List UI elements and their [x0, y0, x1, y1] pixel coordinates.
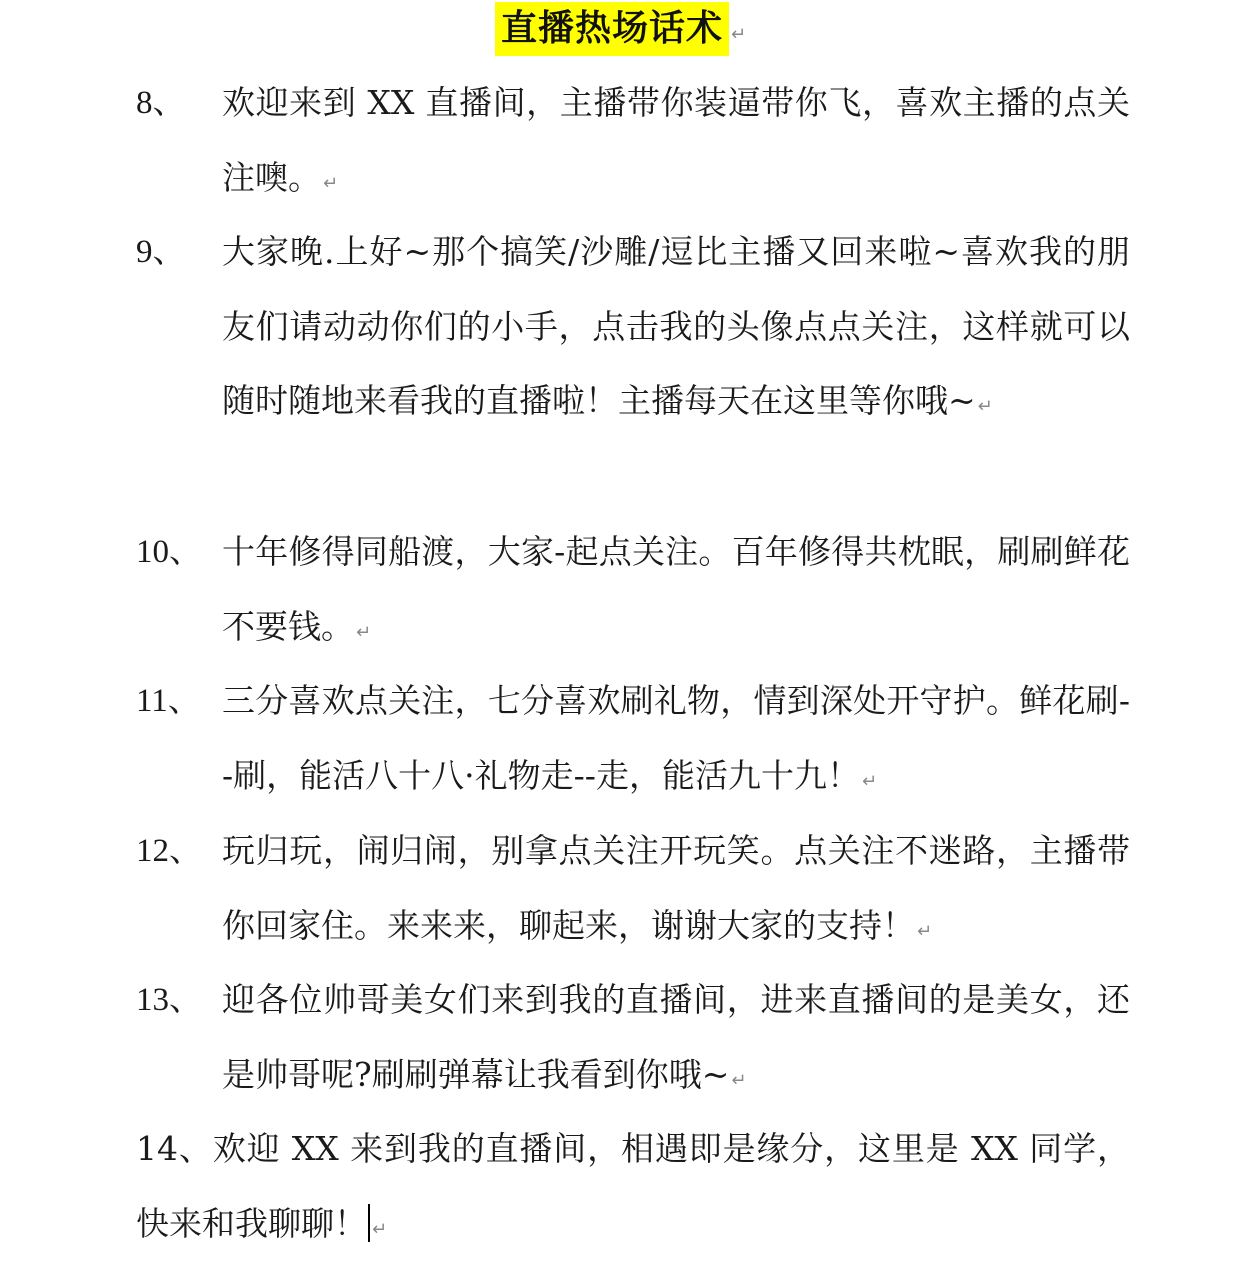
- item-text: 十年修得同船渡，大家-起点关注。百年修得共枕眠，刷刷鲜花不要钱。: [222, 532, 1130, 646]
- item-number: 12、: [136, 833, 202, 869]
- item-number: 9、: [136, 234, 186, 270]
- paragraph-mark-icon: ↵: [917, 920, 933, 942]
- paragraph-mark-icon: ↵: [730, 24, 747, 45]
- document-title: 直播热场话术: [495, 2, 729, 56]
- item-text: 欢迎 XX 来到我的直播间，相遇即是缘分，这里是 XX 同学，快来和我聊聊！: [136, 1129, 1130, 1243]
- paragraph-mark-icon: ↵: [356, 621, 372, 643]
- item-number: 14、: [136, 1129, 213, 1168]
- paragraph-mark-icon: ↵: [731, 1069, 747, 1091]
- item-number: 13、: [136, 982, 202, 1018]
- list-item-14: [136, 1112, 1130, 1267]
- list-item-9: [136, 215, 1136, 445]
- item-text: 迎各位帅哥美女们来到我的直播间，进来直播间的是美女，还是帅哥呢?刷刷弹幕让我看到你哦~: [222, 980, 1130, 1094]
- item-text: 玩归玩，闹归闹，别拿点关注开玩笑。点关注不迷路，主播带你回家住。来来来，聊起来，谢谢大家的支持！: [222, 831, 1130, 945]
- item-text: 三分喜欢点关注，七分喜欢刷礼物，情到深处开守护。鲜花刷--刷，能活八十八·礼物走--走，能活九十九！: [222, 681, 1130, 795]
- paragraph-mark-icon: ↵: [372, 1218, 388, 1240]
- title-row: [0, 2, 1241, 56]
- list-item-11: [136, 664, 1136, 819]
- text-cursor[interactable]: [368, 1204, 370, 1242]
- item-number: 10、: [136, 534, 202, 570]
- item-number: 8、: [136, 85, 186, 121]
- paragraph-mark-icon: ↵: [977, 396, 993, 417]
- item-text: 大家晚.上好~那个搞笑/沙雕/逗比主播又回来啦~喜欢我的朋友们请动动你们的小手，点击我的头像点点关注，这样就可以随时随地来看我的直播啦！主播每天在这里等你哦~: [222, 232, 1130, 420]
- list-item-10: [136, 515, 1136, 670]
- item-number: 11、: [136, 683, 201, 719]
- paragraph-mark-icon: ↵: [861, 770, 878, 792]
- list-item-8: [136, 66, 1136, 221]
- item-text: 欢迎来到 XX 直播间，主播带你装逼带你飞，喜欢主播的点关注噢。: [222, 83, 1130, 197]
- paragraph-mark-icon: ↵: [323, 172, 339, 194]
- list-item-13: [136, 963, 1136, 1118]
- list-item-12: [136, 814, 1136, 969]
